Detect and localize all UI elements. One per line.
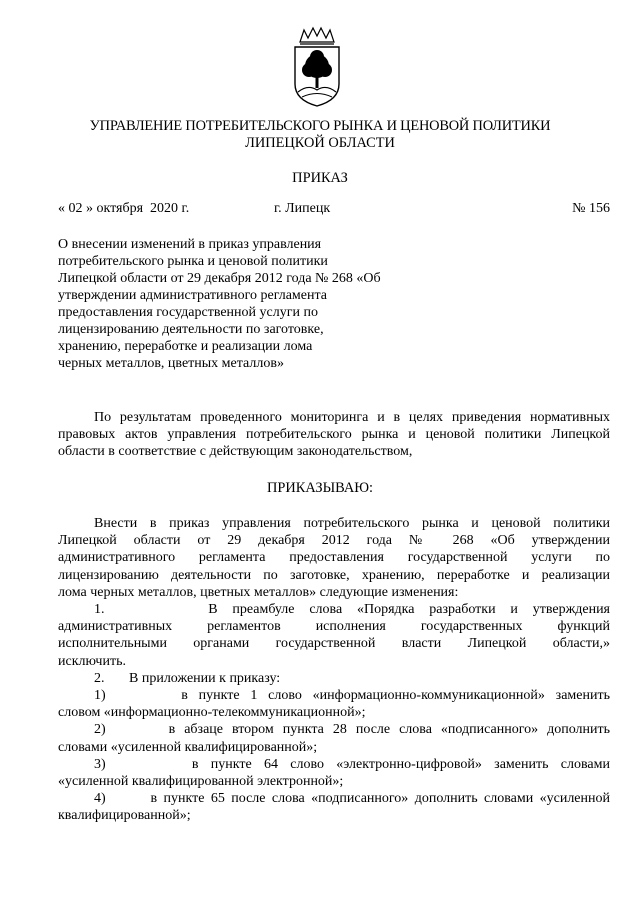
lipetsk-coat-of-arms-icon [286, 26, 348, 110]
subject-line: О внесении изменений в приказ управления [58, 237, 322, 252]
document-type: ПРИКАЗ [292, 170, 348, 186]
body-line: «усиленной квалифицированной электронной»; [58, 774, 344, 790]
preamble [58, 409, 610, 461]
body-line: 4) в пункте 65 после слова «подписанного» дополнить словами «усиленной [94, 791, 610, 807]
body-line: лома черных металлов, цветных металлов» следующие изменения: [58, 584, 459, 600]
subject-line: утверждении административного регламента [58, 288, 327, 303]
body-line: административного регламента предоставления государственной услуги по [58, 550, 610, 566]
document-city: г. Липецк [274, 201, 331, 216]
organization-name-line2: ЛИПЕЦКОЙ ОБЛАСТИ [245, 135, 395, 151]
organization-name-line1: УПРАВЛЕНИЕ ПОТРЕБИТЕЛЬСКОГО РЫНКА И ЦЕНОВОЙ ПОЛИТИКИ [89, 118, 551, 134]
date-number-line [58, 201, 610, 219]
body-line: исключить. [58, 653, 126, 669]
body-line: словами «усиленной квалифицированной»; [58, 739, 318, 755]
body-line: 1. В преамбуле слова «Порядка разработки и утверждения [94, 602, 610, 618]
body-line: словом «информационно-телекоммуникационной»; [58, 705, 366, 721]
document-subject [58, 236, 398, 372]
order-heading: ПРИКАЗЫВАЮ: [266, 480, 374, 496]
body-line: 2) в абзаце втором пункта 28 после слова «подписанного» дополнить [94, 722, 610, 738]
subject-line: хранению, переработке и реализации лома [58, 339, 313, 354]
body-line: 2. В приложении к приказу: [94, 670, 281, 686]
body-line: Внести в приказ управления потребительского рынка и ценовой политики [94, 516, 610, 531]
document-number: № 156 [572, 201, 610, 216]
body-line: 3) в пункте 64 слово «электронно-цифровой» заменить словами [94, 756, 610, 772]
body-line: квалифицированной»; [58, 808, 191, 824]
body-line: административных регламентов исполнения государственных функций [58, 619, 610, 635]
subject-line: потребительского рынка и ценовой политики [58, 254, 328, 269]
preamble-line: По результатам проведенного мониторинга и в целях приведения нормативных [94, 410, 610, 425]
order-body [58, 515, 610, 825]
body-line: исполнительными органами государственной власти Липецкой области,» [58, 636, 610, 652]
body-line: Липецкой области от 29 декабря 2012 года № 268 «Об утверждении [58, 533, 610, 549]
subject-line: лицензированию деятельности по заготовке, [58, 322, 324, 337]
preamble-line: области в соответствие с действующим законодательством, [58, 444, 413, 460]
subject-line: предоставления государственной услуги по [58, 305, 318, 320]
subject-line: черных металлов, цветных металлов» [58, 356, 284, 371]
subject-line: Липецкой области от 29 декабря 2012 года № 268 «Об [58, 271, 381, 286]
document-date: « 02 » октября 2020 г. [58, 201, 190, 216]
preamble-line: правовых актов управления потребительского рынка и ценовой политики Липецкой [58, 427, 610, 443]
body-line: 1) в пункте 1 слово «информационно-коммуникационной» заменить [94, 688, 610, 704]
body-line: лицензированию деятельности по заготовке, хранению, переработке и реализации [58, 567, 610, 583]
